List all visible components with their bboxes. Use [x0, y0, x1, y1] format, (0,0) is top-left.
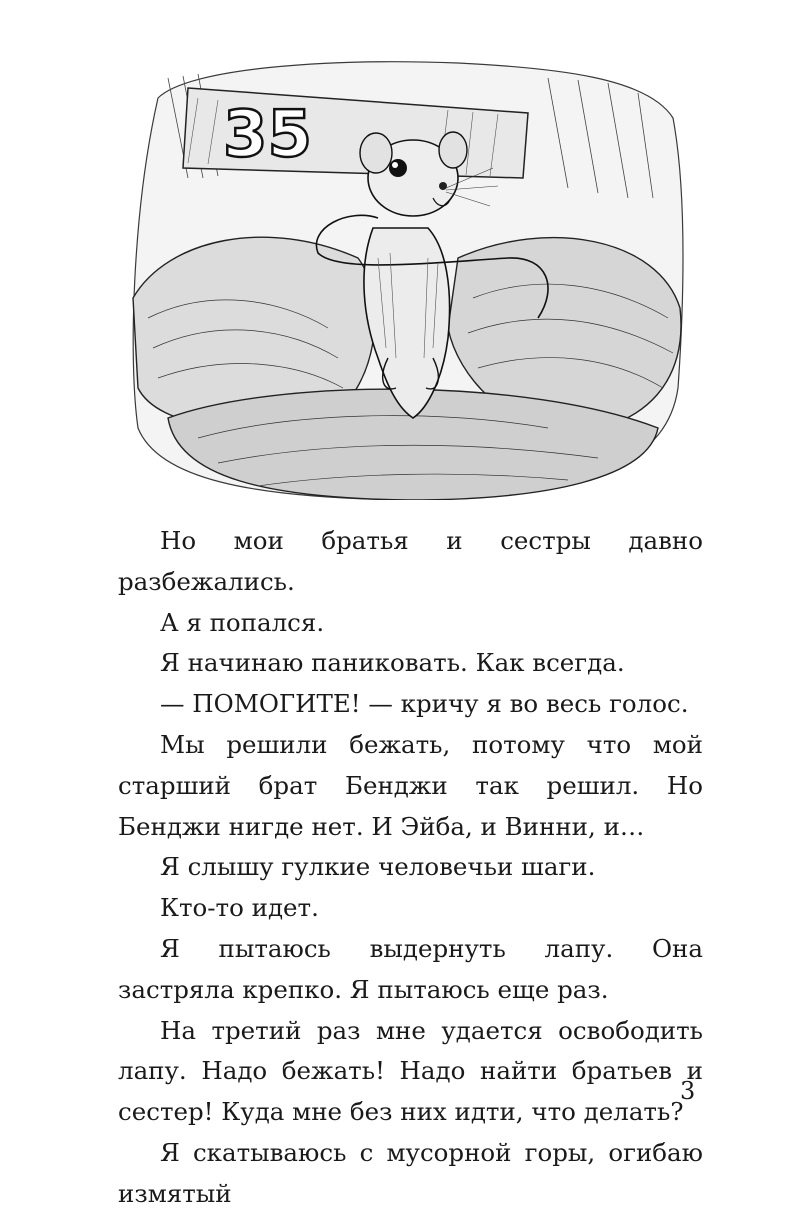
mouse-illustration [128, 58, 688, 500]
paragraph-4: — ПОМОГИТЕ! — кричу я во весь голос. [160, 689, 689, 719]
page-number: 3 [680, 1077, 696, 1105]
paragraph-8: Я пытаюсь выдернуть лапу. Она застряла крепко. Я пытаюсь еще раз. [118, 933, 703, 1004]
illustration-drawing [128, 58, 688, 500]
sign-number: 35 [223, 98, 313, 172]
paragraph-6: Я слышу гулкие человечьи шаги. [160, 852, 596, 882]
paragraph-2: А я попался. [160, 607, 325, 637]
paragraph-5: Мы решили бежать, потому что мой старший брат Бенджи так решил. Но Бенджи нигде нет. И Эйба, и Винни, и… [118, 729, 703, 841]
paragraph-9: На третий раз мне удается освободить лапу. Надо бежать! Надо найти братьев и сестер! Куда мне без них идти, что делать? [118, 1015, 703, 1127]
paragraph-1: Но мои братья и сестры давно разбежались. [118, 526, 703, 596]
paragraph-7: Кто-то идет. [160, 893, 319, 923]
paragraph-3: Я начинаю паниковать. Как всегда. [160, 648, 625, 678]
main-text [118, 521, 703, 1215]
paragraph-10: Я скатываюсь с мусорной горы, огибаю измятый [118, 1137, 703, 1208]
